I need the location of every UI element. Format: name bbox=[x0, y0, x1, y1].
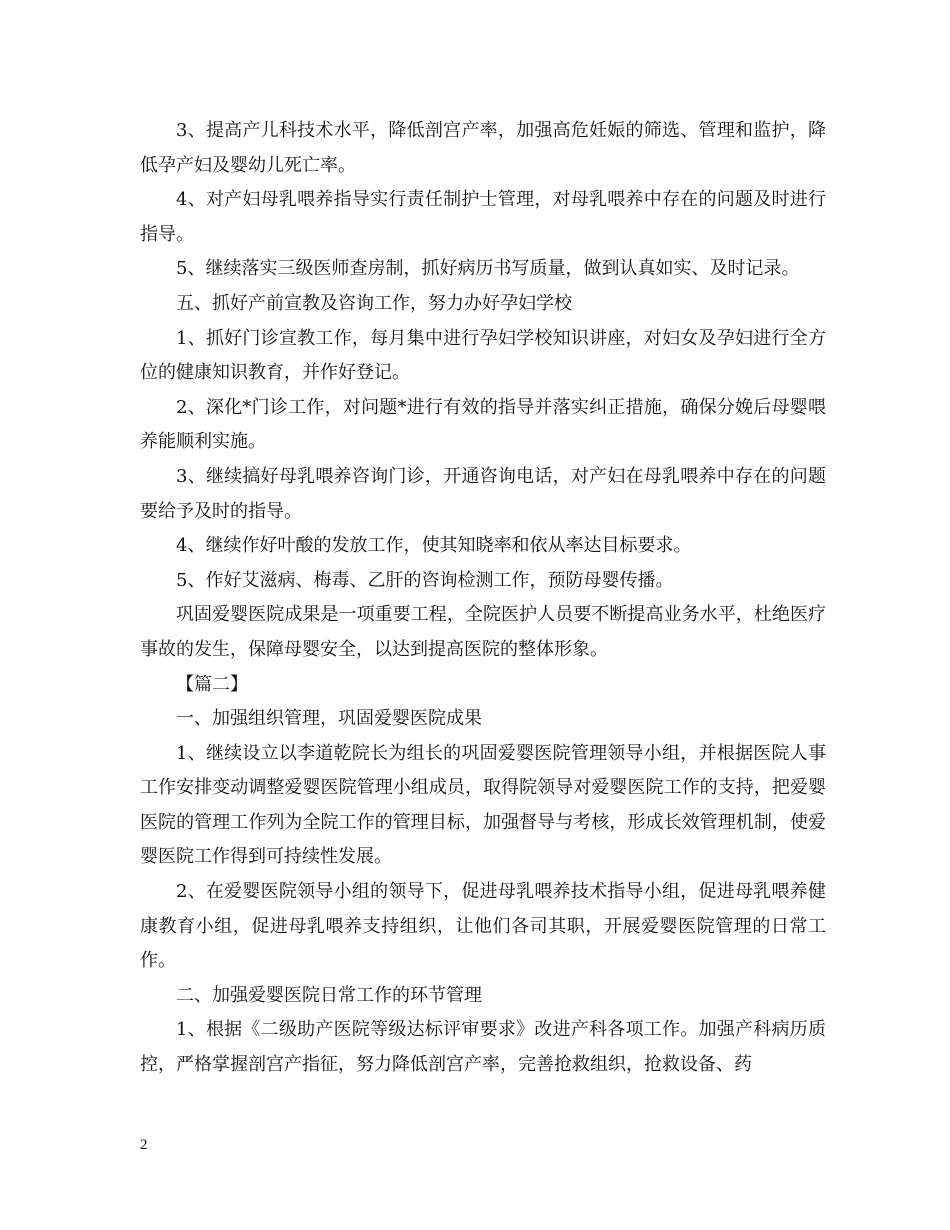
paragraph: 1、根据《二级助产医院等级达标评审要求》改进产科各项工作。加强产科病历质控，严格掌握剖宫产指征，努力降低剖宫产率，完善抢救组织，抢救设备、药 bbox=[140, 1019, 826, 1076]
section-heading: 二、加强爱婴医院日常工作的环节管理 bbox=[176, 984, 482, 1006]
paragraph: 5、作好艾滋病、梅毒、乙肝的咨询检测工作，预防母婴传播。 bbox=[176, 569, 674, 591]
paragraph: 2、在爱婴医院领导小组的领导下，促进母乳喂养技术指导小组，促进母乳喂养健康教育小组，促进母乳喂养支持组织，让他们各司其职，开展爱婴医院管理的日常工作。 bbox=[140, 881, 826, 972]
document-body bbox=[140, 114, 826, 1083]
paragraph: 3、提高产儿科技术水平，降低剖宫产率，加强高危妊娠的筛选、管理和监护，降低孕产妇及婴幼儿死亡率。 bbox=[140, 120, 826, 176]
paragraph: 1、抓好门诊宣教工作，每月集中进行孕妇学校知识讲座，对妇女及孕妇进行全方位的健康知识教育，并作好登记。 bbox=[140, 327, 826, 384]
paragraph: 5、继续落实三级医师查房制，抓好病历书写质量，做到认真如实、及时记录。 bbox=[176, 258, 800, 280]
paragraph: 3、继续搞好母乳喂养咨询门诊，开通咨询电话，对产妇在母乳喂养中存在的问题要给予及时的指导。 bbox=[140, 465, 826, 522]
paragraph: 巩固爱婴医院成果是一项重要工程，全院医护人员要不断提高业务水平，杜绝医疗事故的发生，保障母婴安全，以达到提高医院的整体形象。 bbox=[140, 604, 826, 660]
section-heading: 五、抓好产前宣教及咨询工作，努力办好孕妇学校 bbox=[176, 292, 572, 314]
part-heading: 【篇二】 bbox=[176, 673, 248, 695]
paragraph: 2、深化*门诊工作，对问题*进行有效的指导并落实纠正措施，确保分娩后母婴喂养能顺利实施。 bbox=[140, 396, 826, 453]
paragraph: 1、继续设立以李道乾院长为组长的巩固爱婴医院管理领导小组，并根据医院人事工作安排变动调整爱婴医院管理小组成员，取得院领导对爱婴医院工作的支持，把爱婴医院的管理工作列为全院工作的管理目标，加强督导与考核，形成长效管理机制，使爱婴医院工作得到可持续性发展。 bbox=[140, 742, 826, 868]
section-heading: 一、加强组织管理，巩固爱婴医院成果 bbox=[176, 708, 482, 730]
paragraph: 4、继续作好叶酸的发放工作，使其知晓率和依从率达目标要求。 bbox=[176, 535, 692, 557]
paragraph: 4、对产妇母乳喂养指导实行责任制护士管理，对母乳喂养中存在的问题及时进行指导。 bbox=[140, 189, 826, 245]
page-number: 2 bbox=[140, 1137, 148, 1153]
